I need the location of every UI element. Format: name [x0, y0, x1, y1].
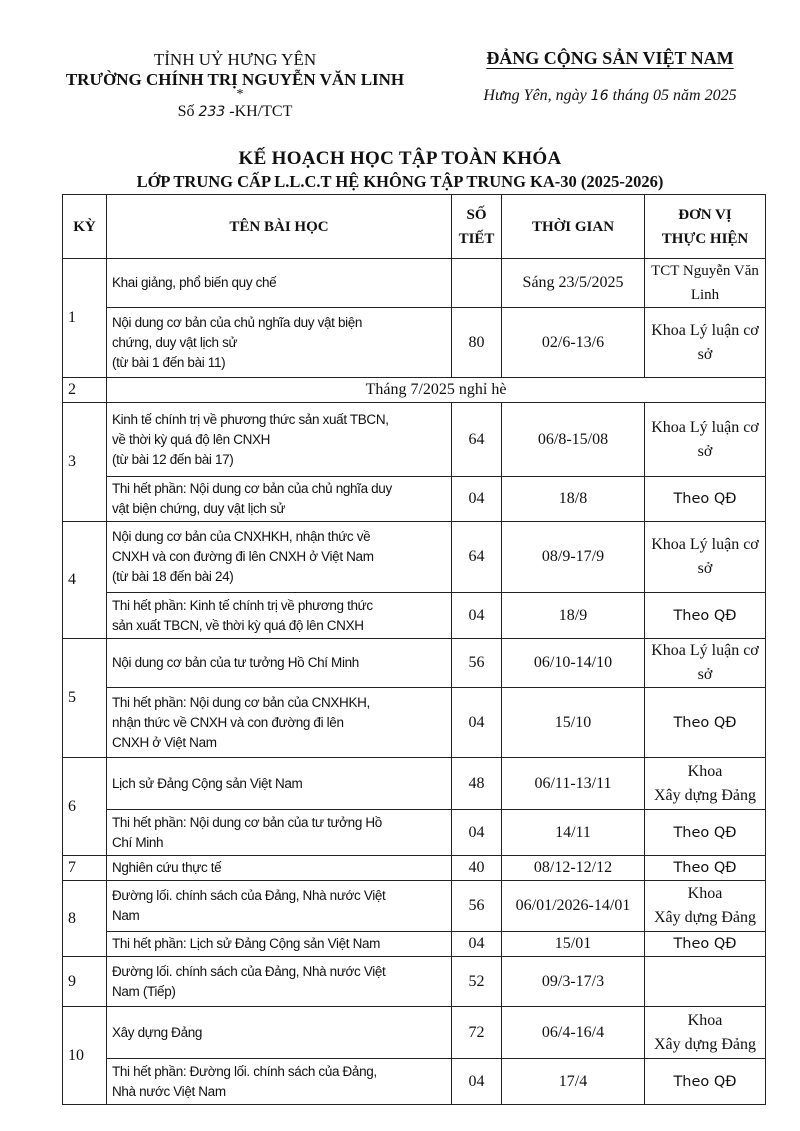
lesson-cell: Thi hết phần: Kinh tế chính trị về phương thức sản xuất TBCN, về thời kỳ quá độ lên CNXH — [107, 593, 452, 639]
time-cell: 08/9-17/9 — [502, 522, 645, 593]
table-row — [63, 881, 766, 932]
header-unit — [645, 195, 766, 259]
lesson-cell: Thi hết phần: Lịch sử Đảng Cộng sản Việt Nam — [107, 932, 452, 957]
unit-cell: Theo QĐ — [645, 593, 766, 639]
so-label: Số — [177, 103, 195, 120]
ky-cell: 6 — [63, 758, 107, 856]
document-number — [55, 102, 415, 122]
study-plan-table — [62, 194, 766, 1105]
time-cell: 14/11 — [502, 810, 645, 856]
time-cell: 06/8-15/08 — [502, 403, 645, 477]
tiet-cell: 40 — [452, 856, 502, 881]
province-name: TỈNH UỶ HƯNG YÊN — [153, 50, 317, 69]
table-row — [63, 477, 766, 522]
issue-date — [455, 87, 765, 105]
time-cell: 18/9 — [502, 593, 645, 639]
unit-cell: Khoa Xây dựng Đảng — [645, 1007, 766, 1059]
ky-cell: 5 — [63, 639, 107, 758]
table-row — [63, 932, 766, 957]
unit-cell: Khoa Xây dựng Đảng — [645, 758, 766, 810]
ky-cell: 3 — [63, 403, 107, 522]
ky-cell: 7 — [63, 856, 107, 881]
unit-cell: Khoa Lý luận cơ sở — [645, 522, 766, 593]
unit-cell — [645, 957, 766, 1007]
table-row — [63, 259, 766, 308]
so-number: 233 — [198, 104, 226, 120]
ky-cell: 10 — [63, 1007, 107, 1105]
header-lesson: TÊN BÀI HỌC — [107, 195, 452, 259]
lesson-cell: Nội dung cơ bản của CNXHKH, nhận thức về CNXH và con đường đi lên CNXH ở Việt Nam (từ bài 18 đến bài 24) — [107, 522, 452, 593]
header-so-tiet-1: SỐ — [466, 206, 487, 223]
table-row — [63, 758, 766, 810]
unit-cell: Theo QĐ — [645, 688, 766, 758]
tiet-cell: 04 — [452, 1059, 502, 1105]
ky-cell: 2 — [63, 378, 107, 403]
tiet-cell: 04 — [452, 593, 502, 639]
header-so-tiet — [452, 195, 502, 259]
so-suffix: -KH/TCT — [229, 103, 293, 120]
unit-cell: Theo QĐ — [645, 1059, 766, 1105]
time-cell: 09/3-17/3 — [502, 957, 645, 1007]
table-row — [63, 522, 766, 593]
tiet-cell: 56 — [452, 639, 502, 688]
table-row — [63, 688, 766, 758]
header-time: THỜI GIAN — [502, 195, 645, 259]
ky-cell: 8 — [63, 881, 107, 957]
date-day: 16 — [590, 88, 609, 104]
table-row — [63, 1007, 766, 1059]
time-cell: 15/10 — [502, 688, 645, 758]
time-cell: 18/8 — [502, 477, 645, 522]
lesson-cell: Đường lối. chính sách của Đảng, Nhà nước Việt Nam — [107, 881, 452, 932]
unit-cell: TCT Nguyễn Văn Linh — [645, 259, 766, 308]
lesson-cell: Thi hết phần: Nội dung cơ bản của chủ nghĩa duy vật biện chứng, duy vật lịch sử — [107, 477, 452, 522]
unit-cell: Theo QĐ — [645, 477, 766, 522]
header-so-tiet-2: TIẾT — [458, 230, 495, 247]
unit-cell: Khoa Xây dựng Đảng — [645, 881, 766, 932]
document-title: KẾ HOẠCH HỌC TẬP TOÀN KHÓA — [238, 148, 562, 169]
lesson-cell: Xây dựng Đảng — [107, 1007, 452, 1059]
summer-break-note: Tháng 7/2025 nghỉ hè — [107, 378, 766, 403]
lesson-cell: Nội dung cơ bản của chủ nghĩa duy vật biện chứng, duy vật lịch sử (từ bài 1 đến bài 11) — [107, 308, 452, 378]
unit-cell: Khoa Lý luận cơ sở — [645, 639, 766, 688]
unit-cell: Theo QĐ — [645, 810, 766, 856]
lesson-cell: Nội dung cơ bản của tư tưởng Hồ Chí Minh — [107, 639, 452, 688]
time-cell: 06/01/2026-14/01 — [502, 881, 645, 932]
header-unit-1: ĐƠN VỊ — [678, 206, 732, 223]
tiet-cell: 80 — [452, 308, 502, 378]
unit-cell: Theo QĐ — [645, 856, 766, 881]
unit-cell: Khoa Lý luận cơ sở — [645, 403, 766, 477]
issuer-block — [55, 50, 415, 122]
lesson-cell: Lịch sử Đảng Cộng sản Việt Nam — [107, 758, 452, 810]
lesson-cell: Kinh tế chính trị về phương thức sản xuất TBCN, về thời kỳ quá độ lên CNXH (từ bài 12 đến bài 17) — [107, 403, 452, 477]
tiet-cell: 52 — [452, 957, 502, 1007]
time-cell: 06/11-13/11 — [502, 758, 645, 810]
ky-cell: 9 — [63, 957, 107, 1007]
party-block — [455, 48, 765, 105]
table-row — [63, 856, 766, 881]
table-header-row — [63, 195, 766, 259]
header-unit-2: THỰC HIỆN — [661, 230, 749, 247]
unit-cell: Khoa Lý luận cơ sở — [645, 308, 766, 378]
time-cell: Sáng 23/5/2025 — [502, 259, 645, 308]
unit-cell: Theo QĐ — [645, 932, 766, 957]
tiet-cell: 72 — [452, 1007, 502, 1059]
lesson-cell: Thi hết phần: Nội dung cơ bản của tư tưởng Hồ Chí Minh — [107, 810, 452, 856]
table-row — [63, 1059, 766, 1105]
tiet-cell: 64 — [452, 403, 502, 477]
tiet-cell: 04 — [452, 932, 502, 957]
tiet-cell: 04 — [452, 688, 502, 758]
lesson-cell: Thi hết phần: Nội dung cơ bản của CNXHKH, nhận thức về CNXH và con đường đi lên CNXH ở Việt Nam — [107, 688, 452, 758]
lesson-cell: Nghiên cứu thực tế — [107, 856, 452, 881]
tiet-cell: 48 — [452, 758, 502, 810]
tiet-cell: 56 — [452, 881, 502, 932]
table-row — [63, 308, 766, 378]
table-row — [63, 378, 766, 403]
tiet-cell — [452, 259, 502, 308]
time-cell: 17/4 — [502, 1059, 645, 1105]
header-ky: KỲ — [63, 195, 107, 259]
date-prefix: Hưng Yên, ngày — [483, 87, 587, 104]
tiet-cell: 04 — [452, 810, 502, 856]
tiet-cell: 04 — [452, 477, 502, 522]
table-row — [63, 639, 766, 688]
date-suffix: tháng 05 năm 2025 — [612, 87, 737, 104]
school-name: TRƯỜNG CHÍNH TRỊ NGUYỄN VĂN LINH — [65, 70, 405, 89]
time-cell: 06/4-16/4 — [502, 1007, 645, 1059]
lesson-cell: Đường lối. chính sách của Đảng, Nhà nước Việt Nam (Tiếp) — [107, 957, 452, 1007]
ky-cell: 1 — [63, 259, 107, 378]
table-row — [63, 957, 766, 1007]
table-row — [63, 593, 766, 639]
document-subtitle: LỚP TRUNG CẤP L.L.C.T HỆ KHÔNG TẬP TRUNG KA-30 (2025-2026) — [136, 172, 664, 191]
time-cell: 06/10-14/10 — [502, 639, 645, 688]
time-cell: 02/6-13/6 — [502, 308, 645, 378]
time-cell: 15/01 — [502, 932, 645, 957]
lesson-cell: Thi hết phần: Đường lối. chính sách của Đảng, Nhà nước Việt Nam — [107, 1059, 452, 1105]
time-cell: 08/12-12/12 — [502, 856, 645, 881]
party-name: ĐẢNG CỘNG SẢN VIỆT NAM — [486, 48, 734, 68]
table-row — [63, 403, 766, 477]
tiet-cell: 64 — [452, 522, 502, 593]
ky-cell: 4 — [63, 522, 107, 639]
header-star: * — [236, 87, 244, 102]
table-row — [63, 810, 766, 856]
lesson-cell: Khai giảng, phổ biến quy chế — [107, 259, 452, 308]
